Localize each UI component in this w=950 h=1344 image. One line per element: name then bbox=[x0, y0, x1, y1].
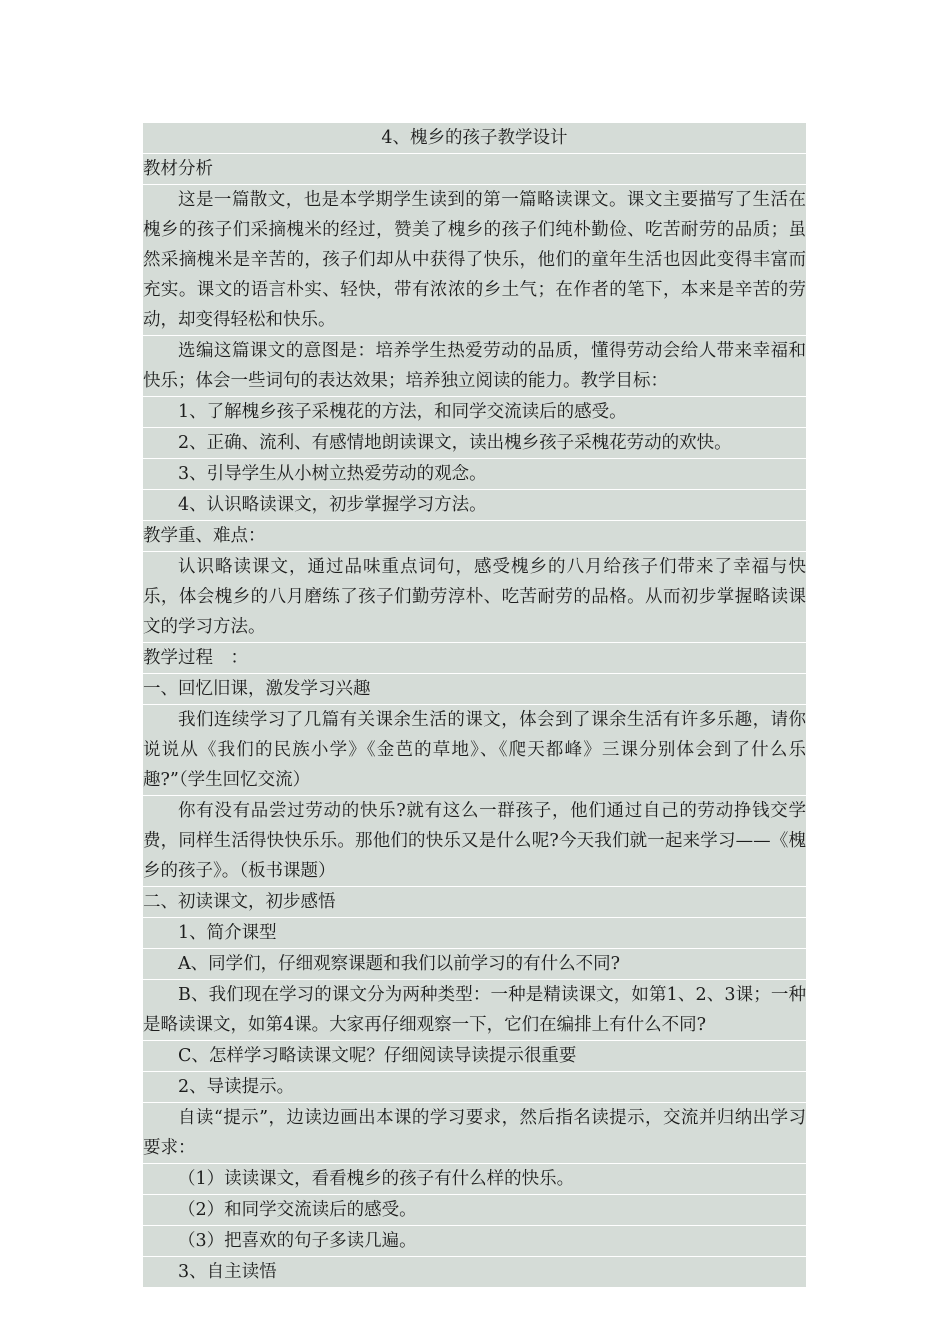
step-heading-2: 二、初读课文，初步感悟 bbox=[143, 887, 806, 917]
goal-item-4: 4、认识略读课文，初步掌握学习方法。 bbox=[143, 490, 806, 520]
goal-item-2: 2、正确、流利、有感情地朗读课文，读出槐乡孩子采槐花劳动的欢快。 bbox=[143, 428, 806, 458]
goal-item-1: 1、了解槐乡孩子采槐花的方法，和同学交流读后的感受。 bbox=[143, 397, 806, 427]
section-heading-key: 教学重、难点： bbox=[143, 521, 806, 551]
sub-heading-guide: 2、导读提示。 bbox=[143, 1072, 806, 1102]
goal-item-3: 3、引导学生从小树立热爱劳动的观念。 bbox=[143, 459, 806, 489]
paragraph-guide: 自读“提示”，边读边画出本课的学习要求，然后指名读提示，交流并归纳出学习要求： bbox=[143, 1103, 806, 1163]
step-heading-1: 一、回忆旧课，激发学习兴趣 bbox=[143, 674, 806, 704]
paragraph-key: 认识略读课文，通过品味重点词句，感受槐乡的八月给孩子们带来了幸福与快乐，体会槐乡的八月磨练了孩子们勤劳淳朴、吃苦耐劳的品格。从而初步掌握略读课文的学习方法。 bbox=[143, 552, 806, 642]
item-b: B、我们现在学习的课文分为两种类型：一种是精读课文，如第1、2、3课；一种是略读课文，如第4课。大家再仔细观察一下，它们在编排上有什么不同? bbox=[143, 980, 806, 1040]
paragraph-step1-2: 你有没有品尝过劳动的快乐?就有这么一群孩子，他们通过自己的劳动挣钱交学费，同样生活得快快乐乐。那他们的快乐又是什么呢?今天我们就一起来学习——《槐乡的孩子》。（板书课题） bbox=[143, 796, 806, 886]
requirement-2: （2）和同学交流读后的感受。 bbox=[143, 1195, 806, 1225]
document-title: 4、槐乡的孩子教学设计 bbox=[143, 123, 806, 153]
paragraph-analysis-2: 选编这篇课文的意图是：培养学生热爱劳动的品质，懂得劳动会给人带来幸福和快乐；体会一些词句的表达效果；培养独立阅读的能力。教学目标： bbox=[143, 336, 806, 396]
paragraph-analysis-1: 这是一篇散文，也是本学期学生读到的第一篇略读课文。课文主要描写了生活在槐乡的孩子们采摘槐米的经过，赞美了槐乡的孩子们纯朴勤俭、吃苦耐劳的品质；虽然采摘槐米是辛苦的，孩子们却从中获得了快乐，他们的童年生活也因此变得丰富而充实。课文的语言朴实、轻快，带有浓浓的乡土气；在作者的笔下，本来是辛苦的劳动，却变得轻松和快乐。 bbox=[143, 185, 806, 335]
sub-heading-course-type: 1、简介课型 bbox=[143, 918, 806, 948]
sub-heading-self-reading: 3、自主读悟 bbox=[143, 1257, 806, 1287]
section-heading-process: 教学过程 ： bbox=[143, 643, 806, 673]
requirement-3: （3）把喜欢的句子多读几遍。 bbox=[143, 1226, 806, 1256]
paragraph-step1-1: 我们连续学习了几篇有关课余生活的课文，体会到了课余生活有许多乐趣，请你说说从《我们的民族小学》《金芭的草地》、《爬天都峰》三课分别体会到了什么乐趣?”（学生回忆交流） bbox=[143, 705, 806, 795]
section-heading-analysis: 教材分析 bbox=[143, 154, 806, 184]
document-page bbox=[143, 123, 806, 1287]
item-a: A、同学们，仔细观察课题和我们以前学习的有什么不同? bbox=[143, 949, 806, 979]
item-c: C、怎样学习略读课文呢？仔细阅读导读提示很重要 bbox=[143, 1041, 806, 1071]
requirement-1: （1）读读课文，看看槐乡的孩子有什么样的快乐。 bbox=[143, 1164, 806, 1194]
